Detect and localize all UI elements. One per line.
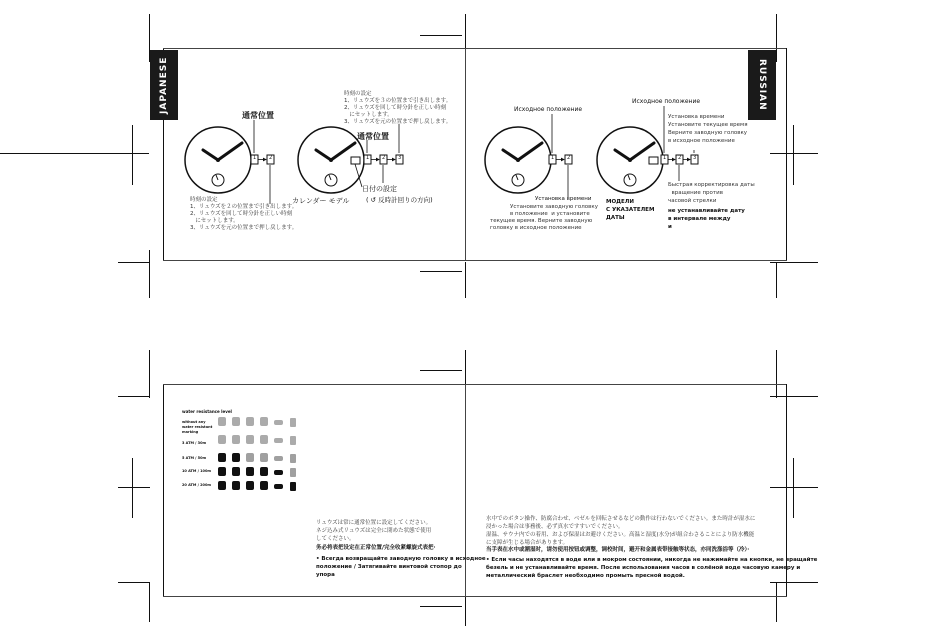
crown-note-ru: положение / Затягивайте винтовой стопор до bbox=[316, 564, 462, 570]
time-set-text: текущее время. Верните заводную bbox=[490, 218, 593, 224]
water-level: 5 ATM / 50m bbox=[182, 456, 207, 460]
time-set-title: Установка времени bbox=[535, 196, 592, 202]
time-setting-step: にセットします。 bbox=[344, 112, 393, 118]
crown-pos-1: 1 bbox=[551, 155, 555, 161]
normal-position-label: 通常位置 bbox=[242, 111, 274, 120]
time-setting-step: 3、リュウズを元の位置まで押し戻します。 bbox=[344, 119, 452, 125]
crown-pos-1: 1 bbox=[663, 155, 667, 161]
water-note: 湿温、サウナ内での着用、および保湿はお避けください。高温と湿度(水分)が組合わさることにより防水機能 bbox=[486, 532, 755, 538]
crown-pos-1: 1 bbox=[366, 155, 370, 161]
date-direction-label: ( ↺ 反時計回りの方向) bbox=[366, 196, 433, 204]
water-note: 水中でのボタン操作、防腐合わせ、ベゼルを回転させるなどの動作は行わないでください。また時計が湿水に bbox=[486, 516, 756, 522]
crown-note: リュウズは常に通常位置に設定してください。 bbox=[316, 520, 432, 526]
crown-note: ネジ込み式リュウズは完全に閉めた状態で使用 bbox=[316, 528, 432, 534]
water-note: に支障が生じる場合があります。 bbox=[486, 540, 569, 546]
water-header: without any bbox=[182, 420, 206, 424]
quick-date-block: Быстрая корректировка даты bbox=[668, 182, 755, 188]
quick-date-block: вращение против bbox=[668, 190, 723, 196]
crown-pos-3: 3 bbox=[398, 155, 402, 161]
watch-diagram-1 bbox=[185, 120, 274, 204]
set-time-block: Верните заводную головку bbox=[668, 130, 748, 136]
time-set-text: Установите заводную головку bbox=[510, 204, 598, 210]
tab-russian: RUSSIAN bbox=[748, 50, 776, 120]
water-note-ru: • Если часы находятся в воде или в мокром состоянии, никогда не нажимайте на кнопки, не вращайте bbox=[486, 557, 818, 563]
models-label: С УКАЗАТЕЛЕМ bbox=[606, 207, 655, 213]
initial-position-label: Исходное положение bbox=[514, 106, 583, 113]
warning-block: в интервале между bbox=[668, 216, 731, 222]
water-note-ru: металлический браслет необходимо промыть пресной водой. bbox=[486, 573, 685, 579]
water-icon-grid bbox=[218, 417, 296, 491]
time-set-text: головку в исходное положение bbox=[490, 225, 582, 231]
set-time-block: Установите текущее время bbox=[668, 122, 748, 128]
crown-pos-2: 2 bbox=[567, 155, 571, 161]
water-header: marking bbox=[182, 430, 199, 434]
warning-block: не устанавливайте дату bbox=[668, 208, 745, 214]
set-time-block: в исходное положение bbox=[668, 138, 735, 144]
time-setting-step: 1、リュウズを３の位置まで引き出します。 bbox=[344, 98, 452, 104]
models-label: МОДЕЛИ bbox=[606, 199, 634, 205]
date-setting-label: 日付の設定 bbox=[362, 185, 397, 193]
crown-note-ru: упора bbox=[316, 572, 335, 578]
water-note-cn: 当手表在水中或潮湿时，请勿使用按钮或调整，调校时间，避开和金属表带接触等状态，亦同洗涤浴等（冷）· bbox=[486, 547, 750, 553]
water-level: 10 ATM / 100m bbox=[182, 469, 212, 473]
water-note: 浸かった場合は事務後、必ず真水ですすいでください。 bbox=[486, 524, 624, 530]
crown-note-ru: • Всегда возвращайте заводную головку в исходное bbox=[316, 556, 486, 562]
crown-note-cn: 务必将表把设定在正常位置/完全收紧螺旋式表把· bbox=[316, 545, 436, 551]
time-setting-title: 時刻の設定 bbox=[190, 197, 218, 203]
crown-pos-3: 3 bbox=[693, 155, 697, 161]
set-time-block: Установка времени bbox=[668, 114, 725, 120]
time-setting-step: 2、リュウズを回して時分針を正しい時刻 bbox=[344, 105, 447, 111]
watch-diagram-3 bbox=[485, 114, 572, 197]
time-setting-title: 時刻の設定 bbox=[344, 91, 372, 97]
time-setting-step: 2、リュウズを回して時分針を正しい時刻 bbox=[190, 211, 293, 217]
initial-position-label: Исходное положение bbox=[632, 98, 701, 105]
crown-pos-2: 2 bbox=[382, 155, 386, 161]
crown-pos-2: 2 bbox=[678, 155, 682, 161]
calendar-model-label: カレンダー モデル bbox=[292, 197, 350, 205]
time-set-text: в положение и установите bbox=[510, 211, 590, 217]
water-level: 20 ATM / 200m bbox=[182, 483, 212, 487]
water-note-ru: безель и не устанавливайте время. После использования часов в солёной воде часовую камеру и bbox=[486, 565, 801, 571]
tab-japanese: JAPANESE bbox=[150, 50, 178, 120]
crown-pos-1: 1 bbox=[253, 155, 257, 161]
warning-block: и bbox=[668, 224, 672, 230]
crown-pos-2: 2 bbox=[269, 155, 273, 161]
normal-position-label: 通常位置 bbox=[357, 132, 389, 141]
time-setting-step: 1、リュウズを２の位置まで引き出します。 bbox=[190, 204, 298, 210]
time-setting-step: にセットします。 bbox=[190, 218, 239, 224]
time-setting-step: 3、リュウズを元の位置まで押し戻します。 bbox=[190, 225, 298, 231]
water-level: 3 ATM / 30m bbox=[182, 441, 207, 445]
water-title: water resistance level bbox=[182, 409, 232, 414]
crown-note: してください。 bbox=[316, 536, 355, 542]
water-header: water resistant bbox=[182, 425, 213, 429]
quick-date-block: часовой стрелки bbox=[668, 198, 717, 204]
models-label: ДАТЫ bbox=[606, 215, 625, 221]
